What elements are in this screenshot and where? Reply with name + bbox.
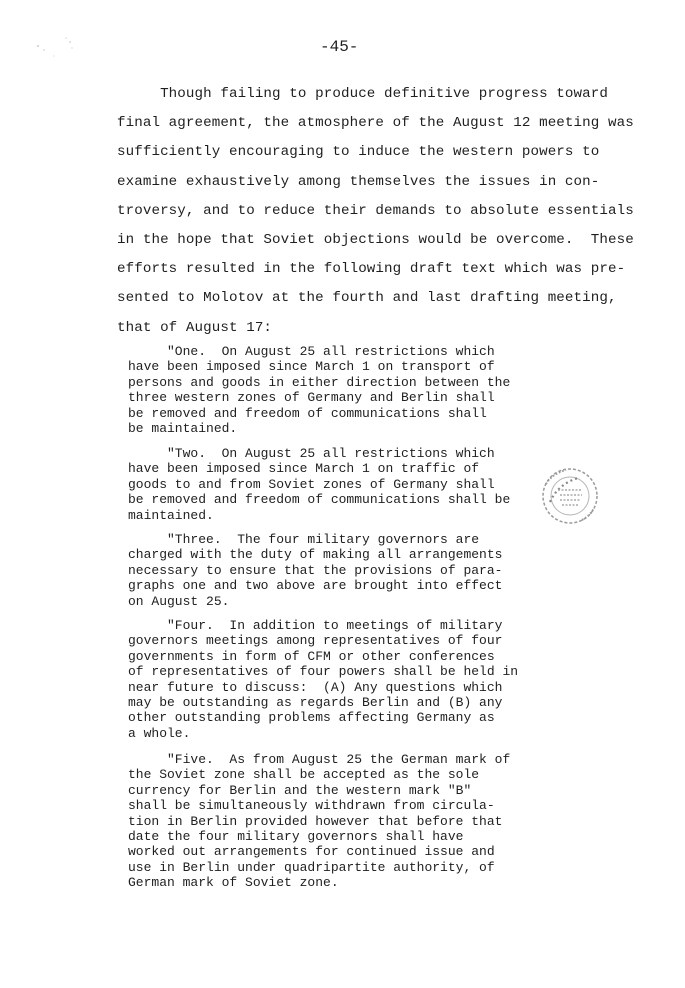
intro-line: sufficiently encouraging to induce the western powers to <box>117 144 600 161</box>
quote-line: near future to discuss: (A) Any questions which <box>128 679 503 695</box>
quote-line: shall be simultaneously withdrawn from circula- <box>128 798 495 814</box>
quote-line: the Soviet zone shall be accepted as the sole <box>128 767 480 783</box>
quote-line: on August 25. <box>128 593 230 609</box>
quote-line: other outstanding problems affecting Germany as <box>128 710 495 726</box>
quote-line: "Five. As from August 25 the German mark of <box>128 752 511 767</box>
quote-paragraph-one <box>128 344 568 436</box>
quote-paragraph-four <box>128 618 568 741</box>
quote-line: of representatives of four powers shall be held in <box>128 664 519 680</box>
quote-paragraph-five <box>128 752 568 891</box>
quote-line: be maintained. <box>128 421 238 437</box>
quote-line: necessary to ensure that the provisions of para- <box>128 562 503 578</box>
quote-line: "Three. The four military governors are <box>128 532 480 547</box>
quote-line: "Four. In addition to meetings of military <box>128 618 503 633</box>
quote-paragraph-three <box>128 532 568 609</box>
quote-line: "Two. On August 25 all restrictions which <box>128 446 495 461</box>
intro-line: troversy, and to reduce their demands to absolute essentials <box>117 202 634 219</box>
intro-line: examine exhaustively among themselves the issues in con- <box>117 173 600 190</box>
scan-specks <box>30 28 90 68</box>
quote-line: charged with the duty of making all arrangements <box>128 547 503 563</box>
quote-line: have been imposed since March 1 on traffic of <box>128 461 480 477</box>
quote-line: a whole. <box>128 725 191 741</box>
quote-line: persons and goods in either direction between the <box>128 374 511 390</box>
quote-line: goods to and from Soviet zones of Germany shall <box>128 476 495 492</box>
quote-line: currency for Berlin and the western mark "B" <box>128 782 472 798</box>
quote-line: governments in form of CFM or other conferences <box>128 648 495 664</box>
quote-line: "One. On August 25 all restrictions which <box>128 344 495 359</box>
intro-line: Though failing to produce definitive progress toward <box>117 86 608 102</box>
quote-line: use in Berlin under quadripartite authority, of <box>128 859 495 875</box>
quote-line: have been imposed since March 1 on transport of <box>128 359 495 375</box>
intro-line: that of August 17: <box>117 319 273 336</box>
quote-line: three western zones of Germany and Berlin shall <box>128 390 495 406</box>
intro-line: sented to Molotov at the fourth and last drafting meeting, <box>117 290 617 307</box>
quote-line: date the four military governors shall have <box>128 829 464 845</box>
quote-line: maintained. <box>128 507 214 523</box>
archive-seal-icon <box>536 462 600 530</box>
quote-line: governors meetings among representatives of four <box>128 633 503 649</box>
quote-line: graphs one and two above are brought into effect <box>128 578 503 594</box>
intro-paragraph <box>117 80 634 343</box>
quote-line: be removed and freedom of communications shall be <box>128 492 511 508</box>
quote-line: be removed and freedom of communications shall <box>128 405 487 421</box>
quote-line: tion in Berlin provided however that before that <box>128 813 503 829</box>
intro-line: in the hope that Soviet objections would be overcome. These <box>117 232 634 249</box>
intro-line: efforts resulted in the following draft text which was pre- <box>117 261 626 278</box>
intro-line: final agreement, the atmosphere of the August 12 meeting was <box>117 115 634 132</box>
quote-line: worked out arrangements for continued issue and <box>128 844 495 860</box>
quote-paragraph-two <box>128 446 568 523</box>
quote-line: German mark of Soviet zone. <box>128 875 339 891</box>
page-number: -45- <box>320 38 359 56</box>
quote-line: may be outstanding as regards Berlin and (B) any <box>128 695 503 711</box>
